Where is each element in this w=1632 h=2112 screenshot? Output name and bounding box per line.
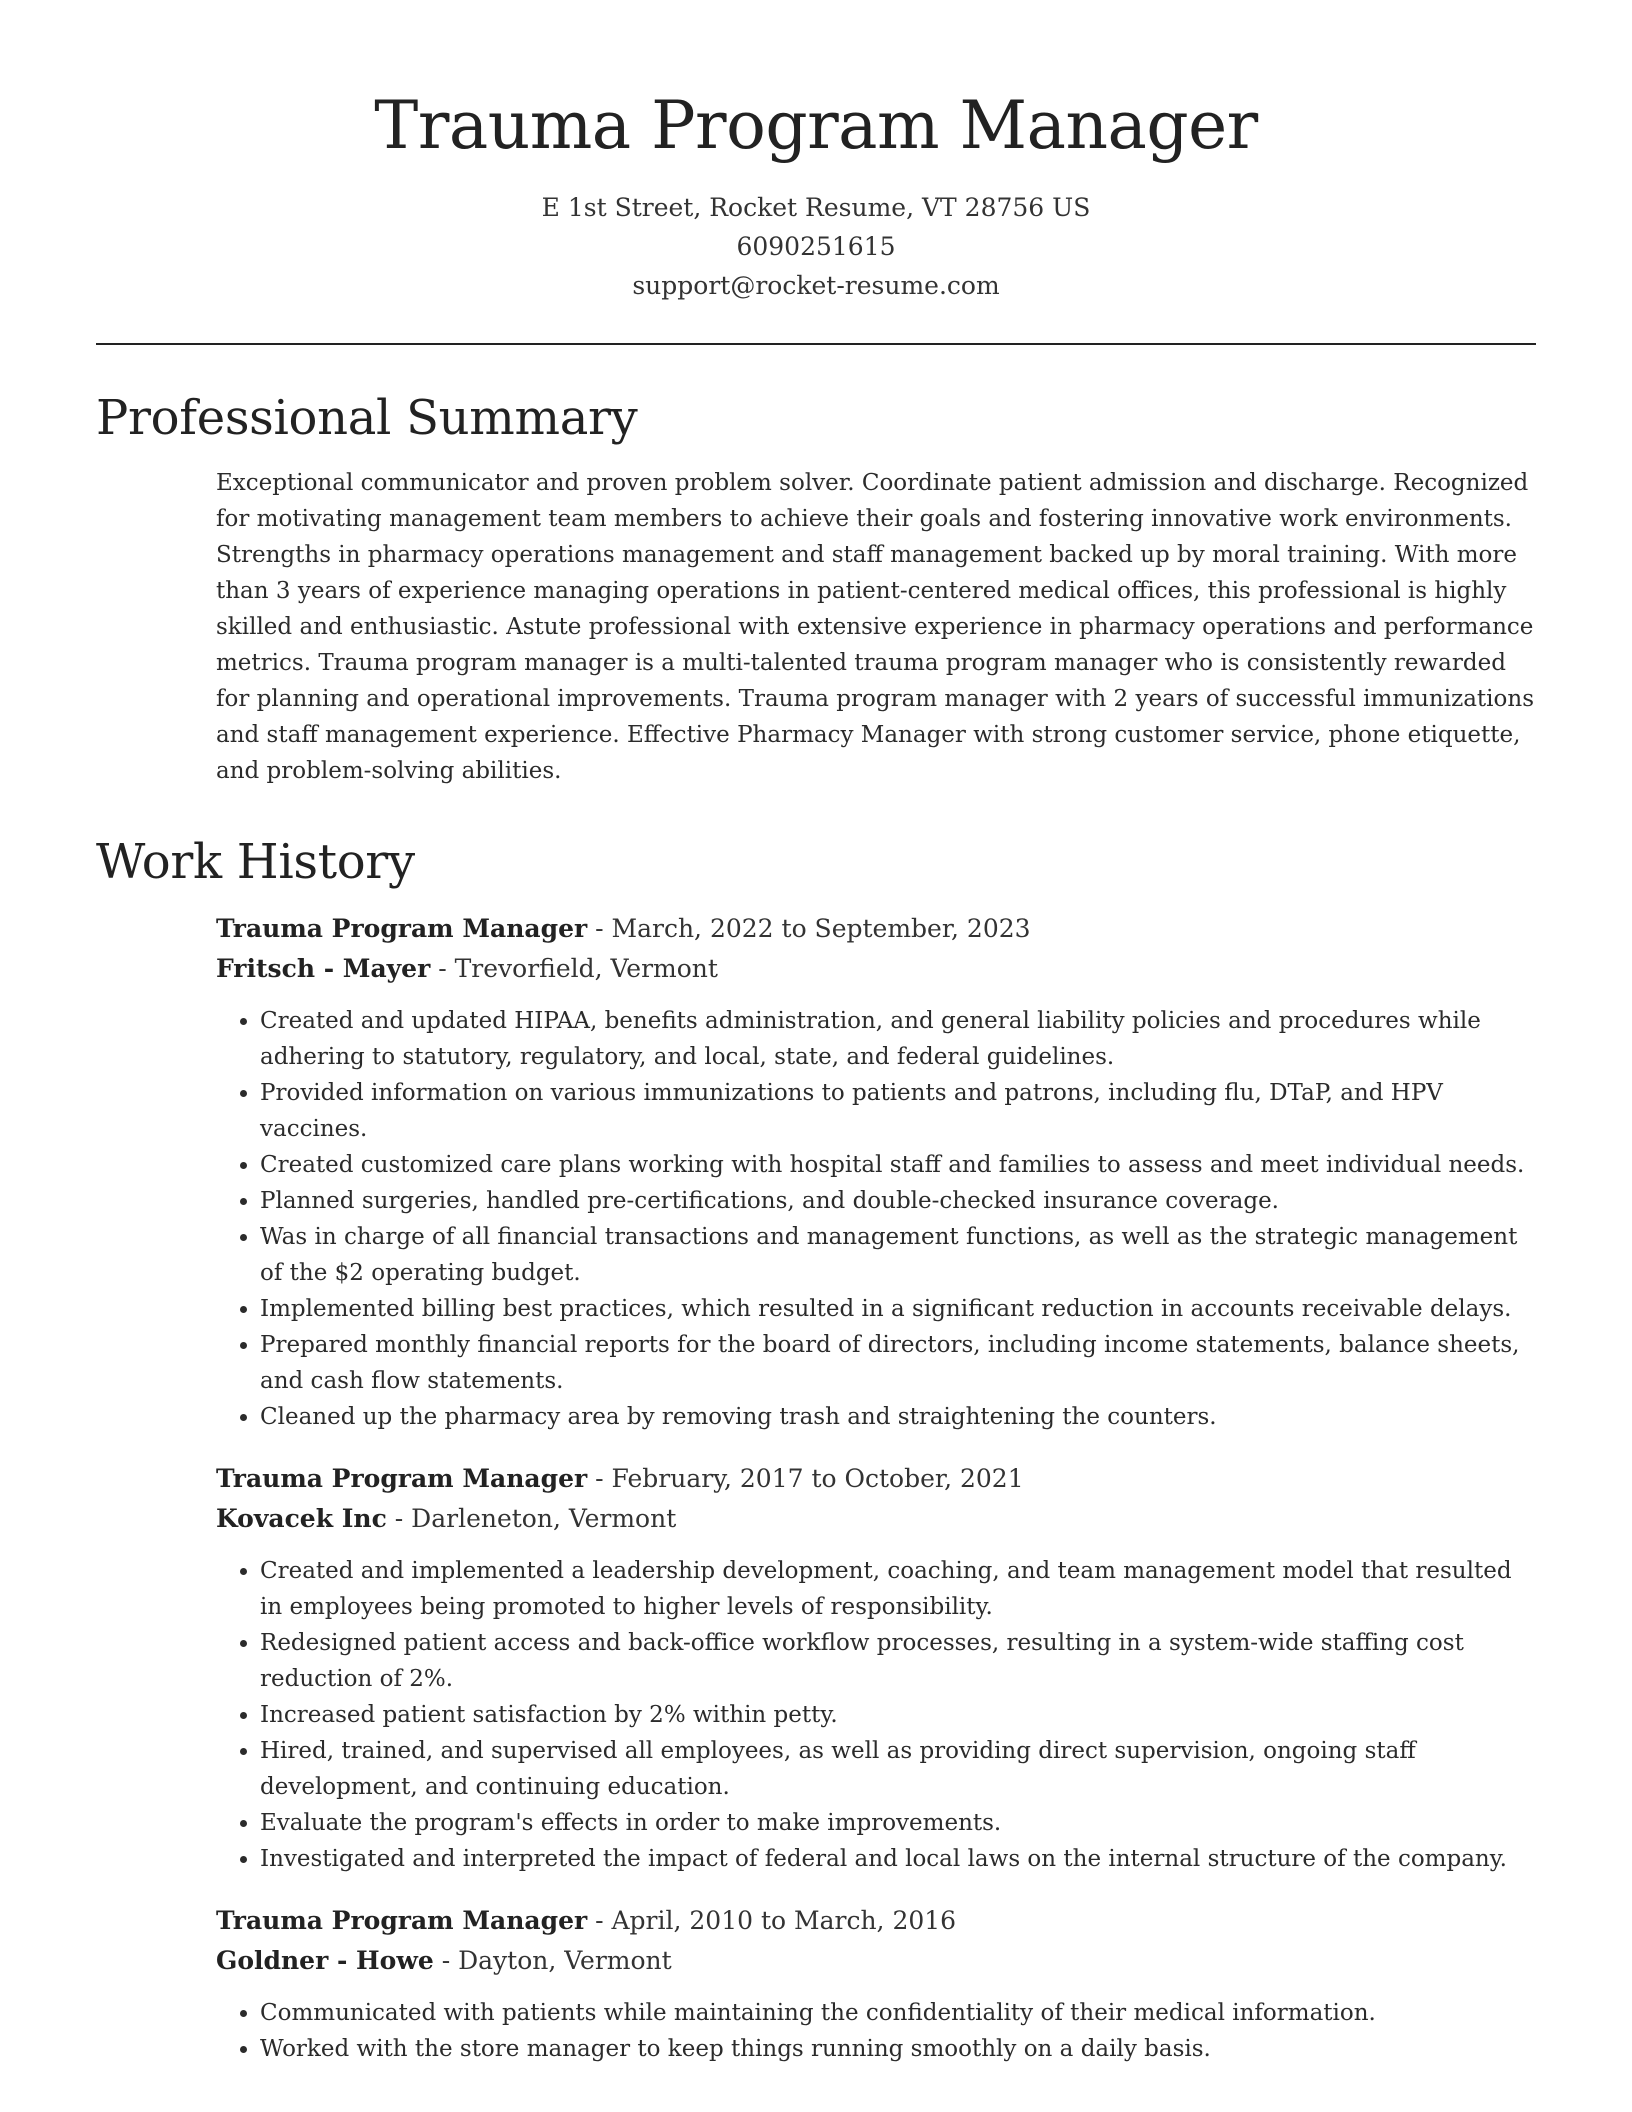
list-item: • Was in charge of all financial transactions and management functions, as well as the strategic management of the $2 operating budget. (260, 1219, 1536, 1291)
job-location: - Darleneton, Vermont (386, 1504, 677, 1533)
list-item: • Created and implemented a leadership development, coaching, and team management model that resulted in employees being promoted to higher levels of responsibility. (260, 1553, 1536, 1625)
list-item: • Cleaned up the pharmacy area by removing trash and straightening the counters. (260, 1399, 1536, 1435)
work-history-section (96, 833, 1536, 2067)
list-item: • Investigated and interpreted the impact of federal and local laws on the internal structure of the company. (260, 1841, 1536, 1877)
job-role: Trauma Program Manager (216, 1906, 588, 1935)
section-heading-summary: Professional Summary (96, 390, 638, 446)
job-company-line (216, 949, 1536, 989)
header-divider (96, 343, 1536, 345)
job-entry (216, 1459, 1536, 1877)
job-list (216, 909, 1536, 2067)
section-heading-work-history: Work History (96, 834, 415, 890)
resume-title: Trauma Program Manager (374, 87, 1258, 164)
job-company: Goldner - Howe (216, 1946, 434, 1975)
list-item: • Created and updated HIPAA, benefits administration, and general liability policies and procedures while adhering to statutory, regulatory, and local, state, and federal guidelines. (260, 1003, 1536, 1075)
job-title-line (216, 1901, 1536, 1941)
list-item: • Created customized care plans working with hospital staff and families to assess and meet individual needs. (260, 1147, 1536, 1183)
job-location: - Dayton, Vermont (433, 1946, 672, 1975)
job-dates: - March, 2022 to September, 2023 (587, 914, 1031, 943)
job-company: Kovacek Inc (216, 1504, 387, 1533)
contact-block (96, 188, 1536, 305)
job-bullet-list (216, 1553, 1536, 1877)
job-dates: - February, 2017 to October, 2021 (587, 1464, 1024, 1493)
job-company: Fritsch - Mayer (216, 954, 431, 983)
job-entry (216, 909, 1536, 1435)
list-item: • Planned surgeries, handled pre-certifications, and double-checked insurance coverage. (260, 1183, 1536, 1219)
job-bullet-list (216, 1003, 1536, 1435)
job-bullet-list (216, 1995, 1536, 2067)
contact-address: E 1st Street, Rocket Resume, VT 28756 US (541, 193, 1091, 222)
list-item: • Evaluate the program's effects in order to make improvements. (260, 1805, 1536, 1841)
job-role: Trauma Program Manager (216, 1464, 588, 1493)
list-item: • Prepared monthly financial reports for the board of directors, including income statements, balance sheets, and cash flow statements. (260, 1327, 1536, 1399)
list-item: • Implemented billing best practices, which resulted in a significant reduction in accounts receivable delays. (260, 1291, 1536, 1327)
professional-summary-section (96, 389, 1536, 789)
job-location: - Trevorfield, Vermont (430, 954, 718, 983)
list-item: • Hired, trained, and supervised all employees, as well as providing direct supervision, ongoing staff development, and continuing education. (260, 1733, 1536, 1805)
summary-text: Exceptional communicator and proven problem solver. Coordinate patient admission and discharge. Recognized for motivating management team members to achieve their goals and fostering innovative work environments. Strengths in pharmacy operations management and staff management backed up by moral training. With more than 3 years of experience managing operations in patient-centered medical offices, this professional is highly skilled and enthusiastic. Astute professional with extensive experience in pharmacy operations and performance metrics. Trauma program manager is a multi-talented trauma program manager who is consistently rewarded for planning and operational improvements. Trauma program manager with 2 years of successful immunizations and staff management experience. Effective Pharmacy Manager with strong customer service, phone etiquette, and problem-solving abilities. (216, 470, 1534, 784)
list-item: • Worked with the store manager to keep things running smoothly on a daily basis. (260, 2031, 1536, 2067)
job-dates: - April, 2010 to March, 2016 (587, 1906, 957, 1935)
job-title-line (216, 1459, 1536, 1499)
list-item: • Redesigned patient access and back-office workflow processes, resulting in a system-wide staffing cost reduction of 2%. (260, 1625, 1536, 1697)
list-item: • Increased patient satisfaction by 2% within petty. (260, 1697, 1536, 1733)
list-item: • Communicated with patients while maintaining the confidentiality of their medical information. (260, 1995, 1536, 2031)
list-item: • Provided information on various immunizations to patients and patrons, including flu, DTaP, and HPV vaccines. (260, 1075, 1536, 1147)
job-entry (216, 1901, 1536, 2067)
job-title-line (216, 909, 1536, 949)
contact-phone: 6090251615 (736, 232, 896, 261)
job-company-line (216, 1499, 1536, 1539)
job-role: Trauma Program Manager (216, 914, 588, 943)
job-company-line (216, 1941, 1536, 1981)
contact-email: support@rocket-resume.com (632, 271, 1000, 300)
